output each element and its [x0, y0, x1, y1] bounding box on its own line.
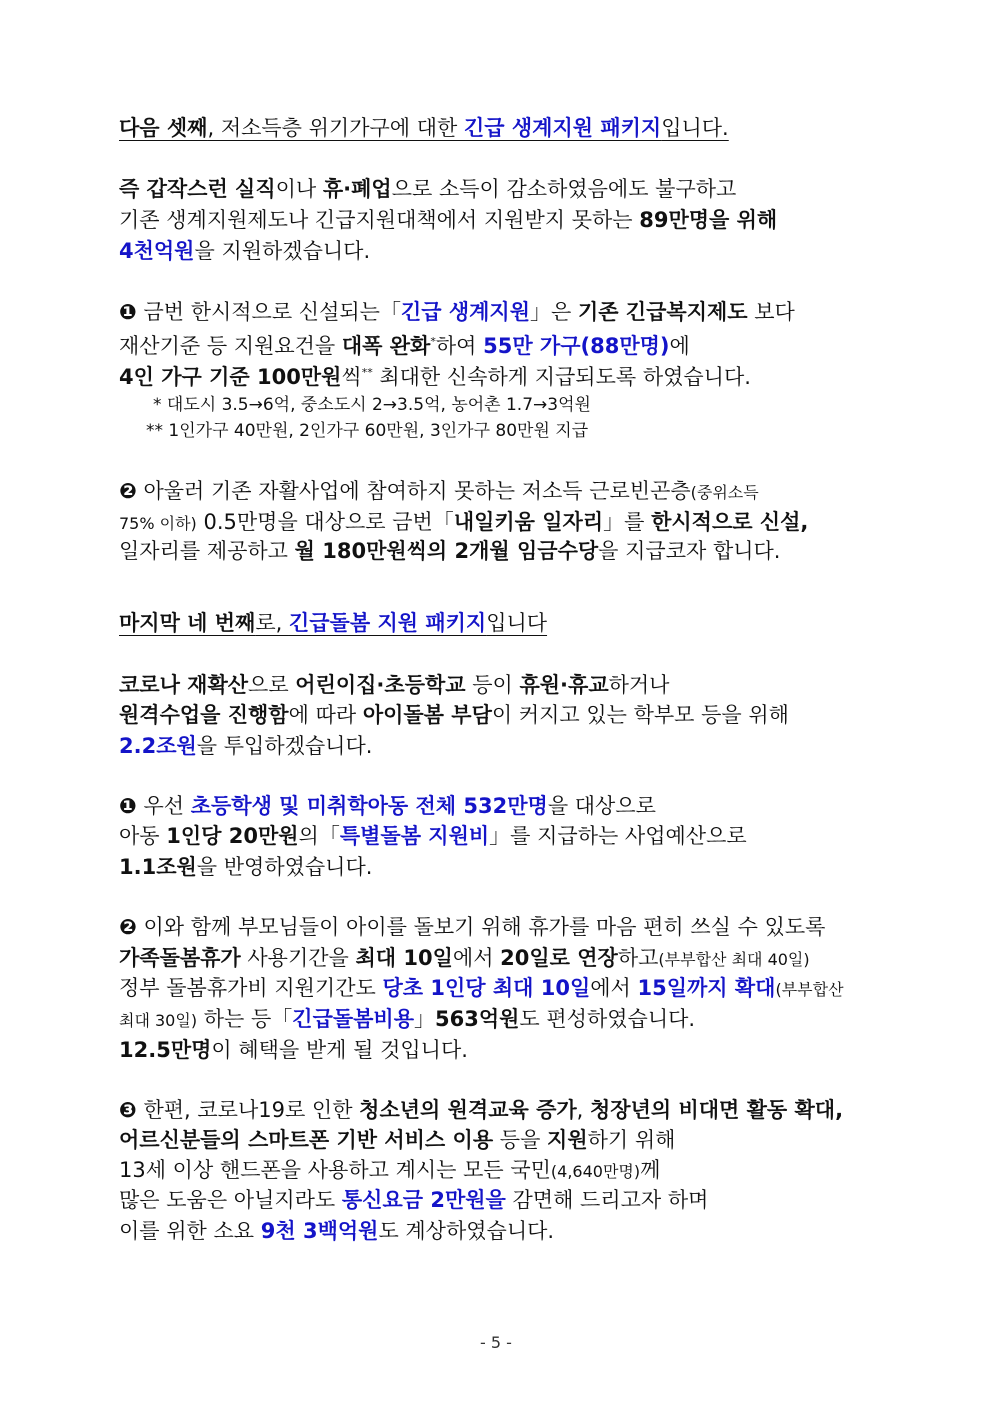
text-highlight: 당초 1인당 최대 10일: [382, 976, 591, 1000]
text: 보다: [747, 300, 795, 324]
text-bold: 20일로 연장: [500, 946, 618, 970]
heading-highlight: 긴급 생계지원 패키지: [464, 116, 662, 140]
text: 도 편성하였습니다.: [519, 1007, 696, 1031]
text-bold: 4인 가구 기준 100만원: [119, 365, 342, 389]
text: 을 지원하겠습니다.: [194, 239, 371, 263]
paragraph-line: [119, 943, 810, 975]
heading-text: , 저소득층 위기가구에 대한: [207, 116, 464, 140]
text: 으로: [248, 673, 296, 697]
text: 한편, 코로나19로 인한: [136, 1098, 360, 1122]
text-bold: 기존 긴급복지제도: [577, 300, 748, 324]
paragraph-line: [119, 731, 372, 761]
paragraph-line: [119, 358, 751, 392]
text-bold: 월 180만원씩의 2개월 임금수당: [294, 539, 599, 563]
text-bold: 12.5만명: [119, 1038, 212, 1062]
text-small: 75% 이하): [119, 514, 197, 533]
text-highlight: 9천 3백억원: [260, 1219, 379, 1243]
paragraph-line: [119, 1185, 708, 1215]
paragraph-line: [119, 1216, 554, 1246]
text-bold: 89만명을 위해: [639, 208, 778, 232]
section-heading-fourth: [119, 608, 547, 638]
heading-text: 로,: [255, 611, 289, 635]
text-small: 최대 30일): [119, 1011, 198, 1030]
paragraph-line: [119, 327, 690, 361]
text: 에 따라: [288, 703, 363, 727]
text: 을 대상으로: [547, 794, 656, 818]
paragraph-line: [119, 1035, 468, 1065]
footnote-mark: **: [361, 366, 373, 379]
text-bold: 한시적으로 신설,: [651, 510, 809, 534]
text: 에: [669, 334, 690, 358]
text: 하기 위해: [587, 1128, 676, 1152]
bullet-item-1: [119, 791, 656, 821]
text: 을 투입하겠습니다.: [196, 734, 373, 758]
text: 에서: [590, 976, 638, 1000]
text: 으로 소득이 감소하였음에도 불구하고: [391, 177, 737, 201]
text: 많은 도움은 아닐지라도: [119, 1188, 342, 1212]
text-bold: 휴·폐업: [322, 177, 392, 201]
paragraph-line: [119, 536, 781, 566]
text: 이 커지고 있는 학부모 등을 위해: [491, 703, 789, 727]
text-bold: 코로나 재확산: [119, 673, 249, 697]
text: 하고: [617, 946, 659, 970]
text: 도 계상하였습니다.: [378, 1219, 555, 1243]
text-bold: 어르신분들의 스마트폰 기반 서비스 이용: [119, 1128, 494, 1152]
paragraph-line: [119, 1125, 675, 1155]
text: 13세 이상 핸드폰을 사용하고 계시는 모든 국민: [119, 1158, 551, 1182]
text-highlight: 긴급돌봄비용: [292, 1007, 414, 1031]
bullet-number-icon: ❷: [119, 479, 137, 503]
text-bold: 최대 10일: [355, 946, 453, 970]
text: 을 지급코자 합니다.: [598, 539, 781, 563]
text: 금번 한시적으로 신설되는「: [136, 300, 401, 324]
text: 우선: [136, 794, 191, 818]
text: 하는 등「: [197, 1007, 293, 1031]
text-small: (부부합산 최대 40일): [658, 950, 810, 969]
text: 정부 돌봄휴가비 지원기간도: [119, 976, 383, 1000]
paragraph-line: [119, 1004, 695, 1036]
paragraph-line: [119, 1155, 660, 1187]
text: 에서: [452, 946, 501, 970]
text: 이나: [275, 177, 323, 201]
text: 아동: [119, 824, 167, 848]
bullet-item-2: [119, 476, 759, 508]
text-bold: 대폭 완화: [341, 334, 431, 358]
text: 감면해 드리고자 하며: [505, 1188, 709, 1212]
text: 0.5만명을 대상으로 금번「: [196, 510, 454, 534]
text-bold: 즉 갑작스런 실직: [119, 177, 276, 201]
text-highlight: 통신요금 2만원을: [341, 1188, 506, 1212]
text: 께: [640, 1158, 661, 1182]
heading-lead: 마지막 네 번째: [119, 611, 256, 635]
footnote-1: * 대도시 3.5→6억, 중소도시 2→3.5억, 농어촌 1.7→3억원: [153, 395, 591, 415]
text-small: (중위소득: [690, 483, 759, 502]
paragraph-line: [119, 821, 747, 851]
page-number: - 5 -: [480, 1333, 512, 1352]
text: 을 반영하였습니다.: [196, 855, 373, 879]
text: 이와 함께 부모님들이 아이를 돌보기 위해 휴가를 마음 편히 쓰실 수 있도록: [136, 915, 826, 939]
text-bold: 563억원: [435, 1007, 520, 1031]
text: 사용기간을: [240, 946, 356, 970]
text: 」를 지급하는 사업예산으로: [489, 824, 747, 848]
footnote-mark: *: [430, 335, 436, 348]
text: 기존 생계지원제도나 긴급지원대책에서 지원받지 못하는: [119, 208, 640, 232]
text: 등을: [493, 1128, 548, 1152]
text-bold: 청장년의 비대면 활동 확대,: [590, 1098, 844, 1122]
text: 씩: [341, 365, 362, 389]
text: 」은: [529, 300, 578, 324]
text-highlight: 55만 가구(88만명): [483, 334, 670, 358]
heading-tail: 입니다.: [661, 116, 729, 140]
text-small: (4,640만명): [550, 1162, 641, 1181]
paragraph-line: [119, 236, 370, 266]
bullet-item-3: [119, 1095, 843, 1125]
text: 아울러 기존 자활사업에 참여하지 못하는 저소득 근로빈곤층: [136, 479, 691, 503]
text-bold: 가족돌봄휴가: [119, 946, 241, 970]
heading-highlight: 긴급돌봄 지원 패키지: [288, 611, 487, 635]
paragraph-line: [119, 852, 372, 882]
text-bold: 아이돌봄 부담: [362, 703, 492, 727]
text-bold: 청소년의 원격교육 증가: [359, 1098, 577, 1122]
bullet-number-icon: ❶: [119, 794, 137, 818]
bullet-item-1: [119, 297, 795, 327]
paragraph-line: [119, 973, 844, 1005]
paragraph-line: [119, 670, 669, 700]
bullet-number-icon: ❸: [119, 1098, 137, 1122]
text: 」를: [603, 510, 652, 534]
heading-lead: 다음 셋째: [119, 116, 208, 140]
text-highlight: 15일까지 확대: [637, 976, 776, 1000]
text: 등이: [465, 673, 520, 697]
heading-tail: 입니다: [486, 611, 548, 635]
text: 재산기준 등 지원요건을: [119, 334, 342, 358]
section-heading-third: [119, 113, 729, 143]
text-highlight: 특별돌봄 지원비: [339, 824, 490, 848]
paragraph-line: [119, 700, 789, 730]
paragraph-line: [119, 174, 736, 204]
text-bold: 1인당 20만원: [166, 824, 299, 848]
text-bold: 내일키움 일자리: [453, 510, 604, 534]
footnote-2: ** 1인가구 40만원, 2인가구 60만원, 3인가구 80만원 지급: [146, 421, 589, 441]
text: 의「: [298, 824, 340, 848]
paragraph-line: [119, 507, 808, 539]
text: 최대한 신속하게 지급되도록 하였습니다.: [372, 365, 751, 389]
text: ,: [576, 1098, 591, 1122]
text-bold: 지원: [547, 1128, 588, 1152]
text-small: (부부합산: [775, 980, 844, 999]
text: 하여: [435, 334, 484, 358]
text-bold: 1.1조원: [119, 855, 197, 879]
paragraph-line: [119, 205, 777, 235]
text-highlight: 초등학생 및 미취학아동 전체 532만명: [190, 794, 548, 818]
text-highlight: 4천억원: [119, 239, 195, 263]
bullet-number-icon: ❶: [119, 300, 137, 324]
bullet-number-icon: ❷: [119, 915, 137, 939]
text-bold: 어린이집·초등학교: [295, 673, 466, 697]
text: 이를 위한 소요: [119, 1219, 261, 1243]
text: 일자리를 제공하고: [119, 539, 295, 563]
text-bold: 휴원·휴교: [519, 673, 609, 697]
text-highlight: 2.2조원: [119, 734, 197, 758]
bullet-item-2: [119, 912, 825, 942]
text: 」: [414, 1007, 435, 1031]
text-highlight: 긴급 생계지원: [400, 300, 530, 324]
text: 이 혜택을 받게 될 것입니다.: [211, 1038, 468, 1062]
text-bold: 원격수업을 진행함: [119, 703, 289, 727]
text: 하거나: [608, 673, 670, 697]
